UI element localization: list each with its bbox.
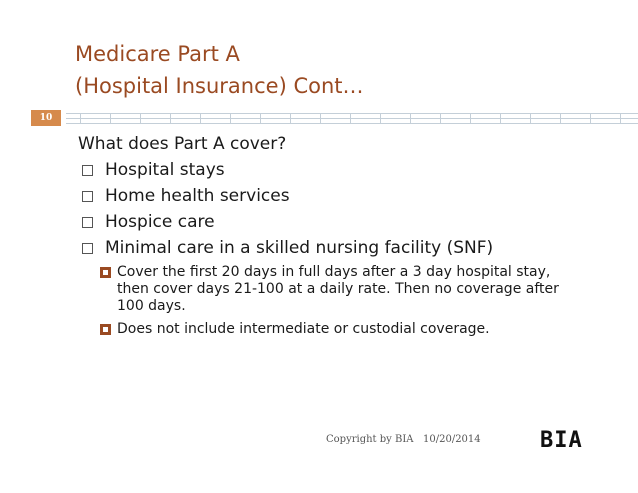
checkbox-bullet-icon bbox=[82, 191, 93, 202]
footer-copyright: Copyright by BIA bbox=[326, 434, 414, 445]
list-item-text: Minimal care in a skilled nursing facility (SNF) bbox=[105, 238, 494, 258]
grid-tick bbox=[110, 113, 111, 124]
footer-date: 10/20/2014 bbox=[423, 434, 481, 445]
list-item bbox=[78, 183, 577, 209]
list-item bbox=[78, 209, 577, 235]
list-item-text: Hospital stays bbox=[105, 160, 225, 180]
body-question: What does Part A cover? bbox=[78, 134, 287, 154]
grid-tick bbox=[560, 113, 561, 124]
grid-line-middle bbox=[66, 118, 638, 119]
square-bullet-icon bbox=[100, 324, 111, 335]
slide-title-line-2: (Hospital Insurance) Cont… bbox=[75, 74, 364, 98]
grid-tick bbox=[470, 113, 471, 124]
sub-list-item bbox=[100, 264, 577, 315]
grid-tick bbox=[230, 113, 231, 124]
grid-tick bbox=[170, 113, 171, 124]
grid-tick bbox=[380, 113, 381, 124]
grid-tick bbox=[620, 113, 621, 124]
grid-tick bbox=[410, 113, 411, 124]
slide-number-badge: 10 bbox=[31, 110, 61, 126]
checkbox-bullet-icon bbox=[82, 243, 93, 254]
list-item-text: Home health services bbox=[105, 186, 290, 206]
slide-title-line-1: Medicare Part A bbox=[75, 42, 240, 66]
grid-tick bbox=[530, 113, 531, 124]
square-bullet-icon bbox=[100, 267, 111, 278]
bia-logo: BIA bbox=[540, 428, 583, 453]
grid-tick bbox=[590, 113, 591, 124]
grid-tick bbox=[500, 113, 501, 124]
grid-line-bottom bbox=[66, 123, 638, 124]
grid-tick bbox=[140, 113, 141, 124]
grid-line-top bbox=[66, 113, 638, 114]
checkbox-bullet-icon bbox=[82, 165, 93, 176]
checkbox-bullet-icon bbox=[82, 217, 93, 228]
grid-tick bbox=[290, 113, 291, 124]
slide-title bbox=[75, 38, 364, 102]
sub-list-item bbox=[100, 321, 577, 338]
list-item bbox=[78, 235, 577, 261]
list-item-text: Hospice care bbox=[105, 212, 215, 232]
grid-tick bbox=[350, 113, 351, 124]
grid-tick bbox=[200, 113, 201, 124]
sub-list-item-text: Cover the first 20 days in full days after a 3 day hospital stay, then cover days 21-100 at a daily rate. Then no coverage after 100 days. bbox=[117, 264, 559, 314]
list-item bbox=[78, 157, 577, 183]
slide-body bbox=[78, 131, 577, 338]
sub-list-item-text: Does not include intermediate or custodial coverage. bbox=[117, 321, 490, 337]
grid-tick bbox=[440, 113, 441, 124]
grid-tick bbox=[80, 113, 81, 124]
grid-tick bbox=[320, 113, 321, 124]
grid-tick bbox=[260, 113, 261, 124]
title-rule-grid bbox=[0, 113, 638, 124]
